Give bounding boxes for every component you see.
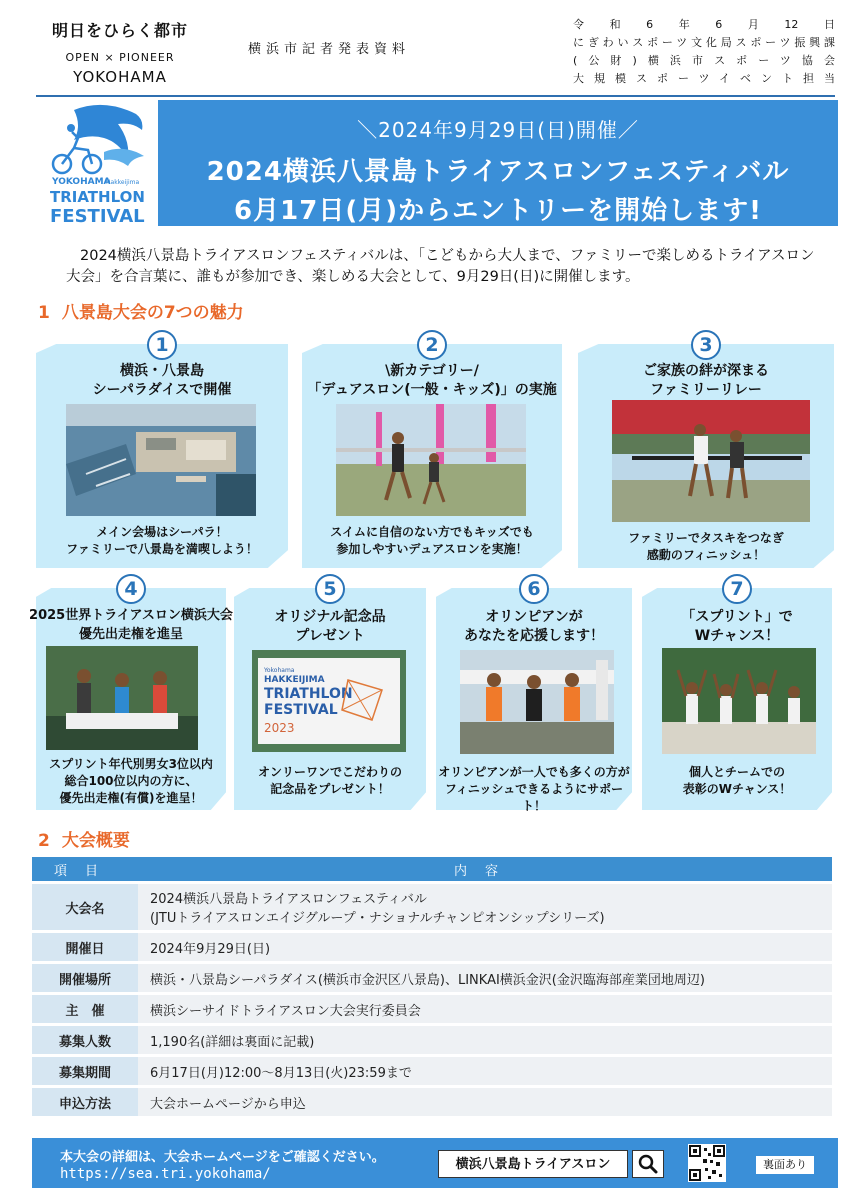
row-label: 募集期間 [32,1057,138,1085]
section-1-heading [38,298,244,323]
svg-text:FESTIVAL: FESTIVAL [50,206,145,227]
svg-text:Yokohama: Yokohama [264,667,295,674]
feature-caption-5: オンリーワンでこだわりの 記念品をプレゼント！ [257,765,402,796]
table-row [32,1057,832,1085]
row-label: 募集人数 [32,1026,138,1054]
feature-number-1: 1 [147,330,177,360]
svg-text:2023: 2023 [264,721,295,735]
svg-text:TRIATHLON: TRIATHLON [264,686,353,702]
feature-number-4: 4 [116,574,146,604]
photo-family-relay [612,400,810,522]
row-value: 6月17日(月)12:00～8月13日(火)23:59まで [138,1057,832,1085]
feature-caption-4: スプリント年代別男女3位以内 総合100位以内の方に、 優先出走権(有償)を進呈！ [49,757,213,805]
feature-title-6: オリンピアンが あなたを応援します！ [464,609,604,644]
dolphin-cyclist-icon [44,100,156,228]
table-header-content: 内容 [138,857,832,881]
section-name: 大規模スポーツイベント担当 [573,72,835,85]
svg-text:TRIATHLON: TRIATHLON [50,188,145,206]
back-side-badge: 裏面あり [756,1156,814,1174]
row-value: 1,190名(詳細は裏面に記載) [138,1026,832,1054]
row-value: 横浜シーサイドトライアスロン大会実行委員会 [138,995,832,1023]
feature-caption-7: 個人とチームでの 表彰のWチャンス！ [682,765,792,796]
website-link[interactable]: https://sea.tri.yokohama/ [60,1166,271,1182]
section-2-heading [38,826,130,851]
search-icon [633,1151,663,1177]
footer-bar [32,1138,838,1188]
brand-open-pioneer: OPEN × PIONEER [65,51,175,64]
press-release-label: 横浜市記者発表資料 [248,42,411,57]
svg-text:HAKKEIJIMA: HAKKEIJIMA [264,675,325,685]
feature-title-3: ご家族の絆が深まる ファミリーリレー [643,363,769,398]
row-value: 横浜・八景島シーパラダイス(横浜市金沢区八景島)、LINKAI横浜金沢(金沢臨海部産業団地周辺) [138,964,832,992]
table-row [32,1088,832,1116]
section-number: 1 [38,303,50,323]
row-label: 開催場所 [32,964,138,992]
release-date: 令和6年6月12日 [573,18,835,31]
search-button[interactable] [632,1150,664,1178]
title-banner [158,100,838,226]
photo-olympians [460,650,614,754]
feature-title-4: 2025世界トライアスロン横浜大会 優先出走権を進呈 [29,608,233,642]
section-title: 大会概要 [61,831,130,851]
feature-number-2: 2 [417,330,447,360]
section-title: 八景島大会の7つの魅力 [61,303,244,323]
row-value: 2024横浜八景島トライアスロンフェスティバル (JTUトライアスロンエイジグループ・ナショナルチャンピオンシップシリーズ) [138,884,832,930]
intro-paragraph: 2024横浜八景島トライアスロンフェスティバルは、「こどもから大人まで、ファミリーで楽しめるトライアスロン大会」を合言葉に、誰もが参加でき、楽しめる大会として、9月29日(日)に開催します。 [66,248,815,285]
footer-notice: 本大会の詳細は、大会ホームページをご確認ください。 [60,1150,385,1165]
brand-yokohama: YOKOHAMA [73,68,167,86]
svg-text:FESTIVAL: FESTIVAL [264,702,338,718]
photo-podium [46,646,198,750]
table-header-item: 項目 [32,857,138,881]
department-info [573,16,835,88]
feature-caption-3: ファミリーでタスキをつなぎ 感動のフィニッシュ！ [628,531,784,562]
photo-w-chance [662,648,816,754]
feature-title-1: 横浜・八景島 シーパラダイスで開催 [92,363,232,398]
event-date-headline: ＼2024年9月29日(日)開催／ [357,118,639,142]
search-keyword-box[interactable]: 横浜八景島トライアスロン [438,1150,628,1178]
table-row [32,1026,832,1054]
svg-text:YOKOHAMA: YOKOHAMA [52,177,111,187]
photo-seaparadise [66,404,256,516]
feature-caption-1: メイン会場はシーパラ！ ファミリーで八景島を満喫しよう！ [66,525,258,556]
row-label: 開催日 [32,933,138,961]
feature-number-5: 5 [315,574,345,604]
feature-number-7: 7 [722,574,752,604]
brand-slogan: 明日をひらく都市 [51,21,188,40]
row-value: 2024年9月29日(日) [138,933,832,961]
row-label: 申込方法 [32,1088,138,1116]
table-row [32,884,832,930]
feature-caption-2: スイムに自信のない方でもキッズでも 参加しやすいデュアスロンを実施！ [330,525,534,556]
entry-start-headline: 6月17日(月)からエントリーを開始します! [234,196,762,226]
feature-caption-6: オリンピアンが一人でも多くの方が フィニッシュできるようにサポート！ [438,765,630,813]
city-brand [50,18,190,86]
row-label: 主 催 [32,995,138,1023]
header-divider [36,95,835,97]
table-row [32,995,832,1023]
feature-title-2: \新カテゴリー/ 「デュアスロン(一般・キッズ)」の実施 [307,363,557,398]
photo-duathlon [336,404,526,516]
row-label: 大会名 [32,884,138,930]
feature-title-5: オリジナル記念品 プレゼント [274,609,386,644]
department-name: にぎわいスポーツ文化局スポーツ振興課 [573,36,835,49]
photo-commemorative-flag [252,650,406,752]
feature-number-6: 6 [519,574,549,604]
row-value: 大会ホームページから申込 [138,1088,832,1116]
section-number: 2 [38,831,50,851]
table-row [32,933,832,961]
feature-number-3: 3 [691,330,721,360]
association-name: (公財)横浜市スポーツ協会 [573,54,835,67]
overview-table [32,854,832,1119]
feature-title-7: 「スプリント」で Wチャンス！ [681,609,793,644]
qr-code-icon [688,1144,726,1182]
table-header-row [32,857,832,881]
festival-logo [44,100,156,228]
table-row [32,964,832,992]
event-title: 2024横浜八景島トライアスロンフェスティバル [206,157,790,187]
svg-text:Hakkeijima: Hakkeijima [106,179,140,186]
